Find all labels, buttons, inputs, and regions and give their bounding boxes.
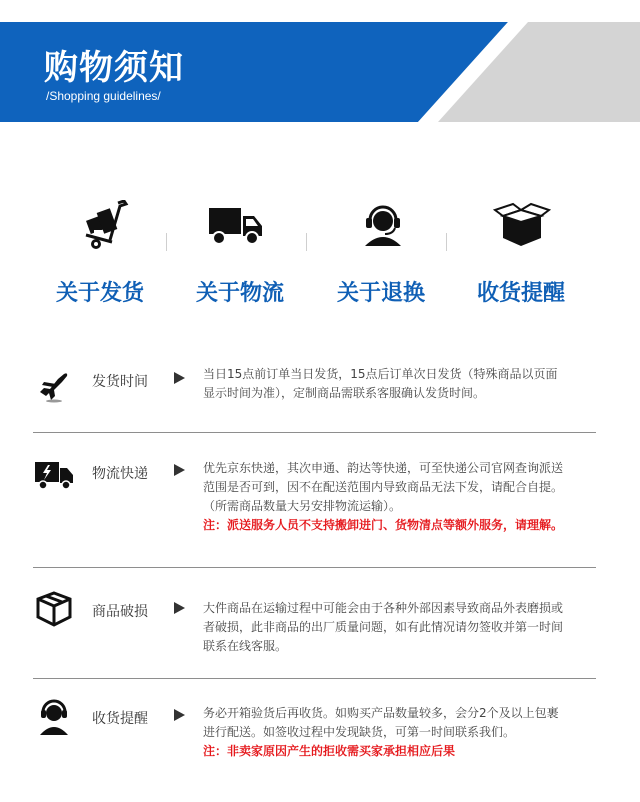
express-truck-icon: [34, 454, 74, 494]
category-label-receiving: 收货提醒: [476, 281, 565, 306]
section-label: 发货时间: [92, 374, 148, 390]
open-box-icon: [491, 200, 553, 252]
hand-truck-icon: [72, 200, 132, 252]
section-note: 注：非卖家原因产生的拒收需买家承担相应后果: [203, 744, 456, 758]
category-label-shipping: 关于发货: [55, 281, 144, 306]
arrow-right-icon: [174, 464, 185, 476]
page-title: 购物须知: [44, 48, 184, 88]
category-divider: [446, 233, 447, 251]
headset-agent-icon: [34, 697, 74, 737]
category-returns: [313, 200, 453, 252]
section-label: 物流快递: [92, 466, 148, 482]
divider-line: [33, 432, 596, 433]
arrow-right-icon: [174, 709, 185, 721]
airplane-icon: [34, 364, 74, 404]
category-shipping: [32, 200, 172, 252]
divider-line: [33, 567, 596, 568]
arrow-right-icon: [174, 372, 185, 384]
section-label: 商品破损: [92, 604, 148, 620]
section-note: 注：派送服务人员不支持搬卸进门、货物清点等额外服务，请理解。: [203, 518, 564, 532]
section-text: 优先京东快递，其次申通、韵达等快递，可至快递公司官网查询派送 范围是否可到，因不在配送范围内导致商品无法下发，请配合自提。 （所需商品数量大另安排物流运输）。 注：派送服务人员不支持搬卸进门、货物清点等额外服务，请理解。: [203, 459, 598, 535]
divider-line: [33, 678, 596, 679]
section-text: 务必开箱验货后再收货。如购买产品数量较多，会分2个及以上包裹 进行配送。如签收过程中发现缺货，可第一时间联系我们。 注：非卖家原因产生的拒收需买家承担相应后果: [203, 704, 598, 761]
category-divider: [306, 233, 307, 251]
section-text: 当日15点前订单当日发货，15点后订单次日发货（特殊商品以页面 显示时间为准），定制商品需联系客服确认发货时间。: [203, 367, 558, 400]
section-text: 大件商品在运输过程中可能会由于各种外部因素导致商品外表磨损或 者破损，此非商品的出厂质量问题，如有此情况请勿签收并第一时间 联系在线客服。: [203, 601, 564, 653]
category-receiving: [452, 200, 592, 252]
delivery-truck-icon: [206, 200, 266, 252]
box-icon: [34, 589, 74, 629]
header-banner: [0, 22, 640, 122]
page-subtitle: /Shopping guidelines/: [46, 89, 161, 103]
category-label-logistics: 关于物流: [195, 281, 284, 306]
section-label: 收货提醒: [92, 711, 148, 727]
arrow-right-icon: [174, 602, 185, 614]
category-label-returns: 关于退换: [336, 281, 425, 306]
customer-service-icon: [353, 200, 413, 252]
category-divider: [166, 233, 167, 251]
category-logistics: [166, 200, 306, 252]
